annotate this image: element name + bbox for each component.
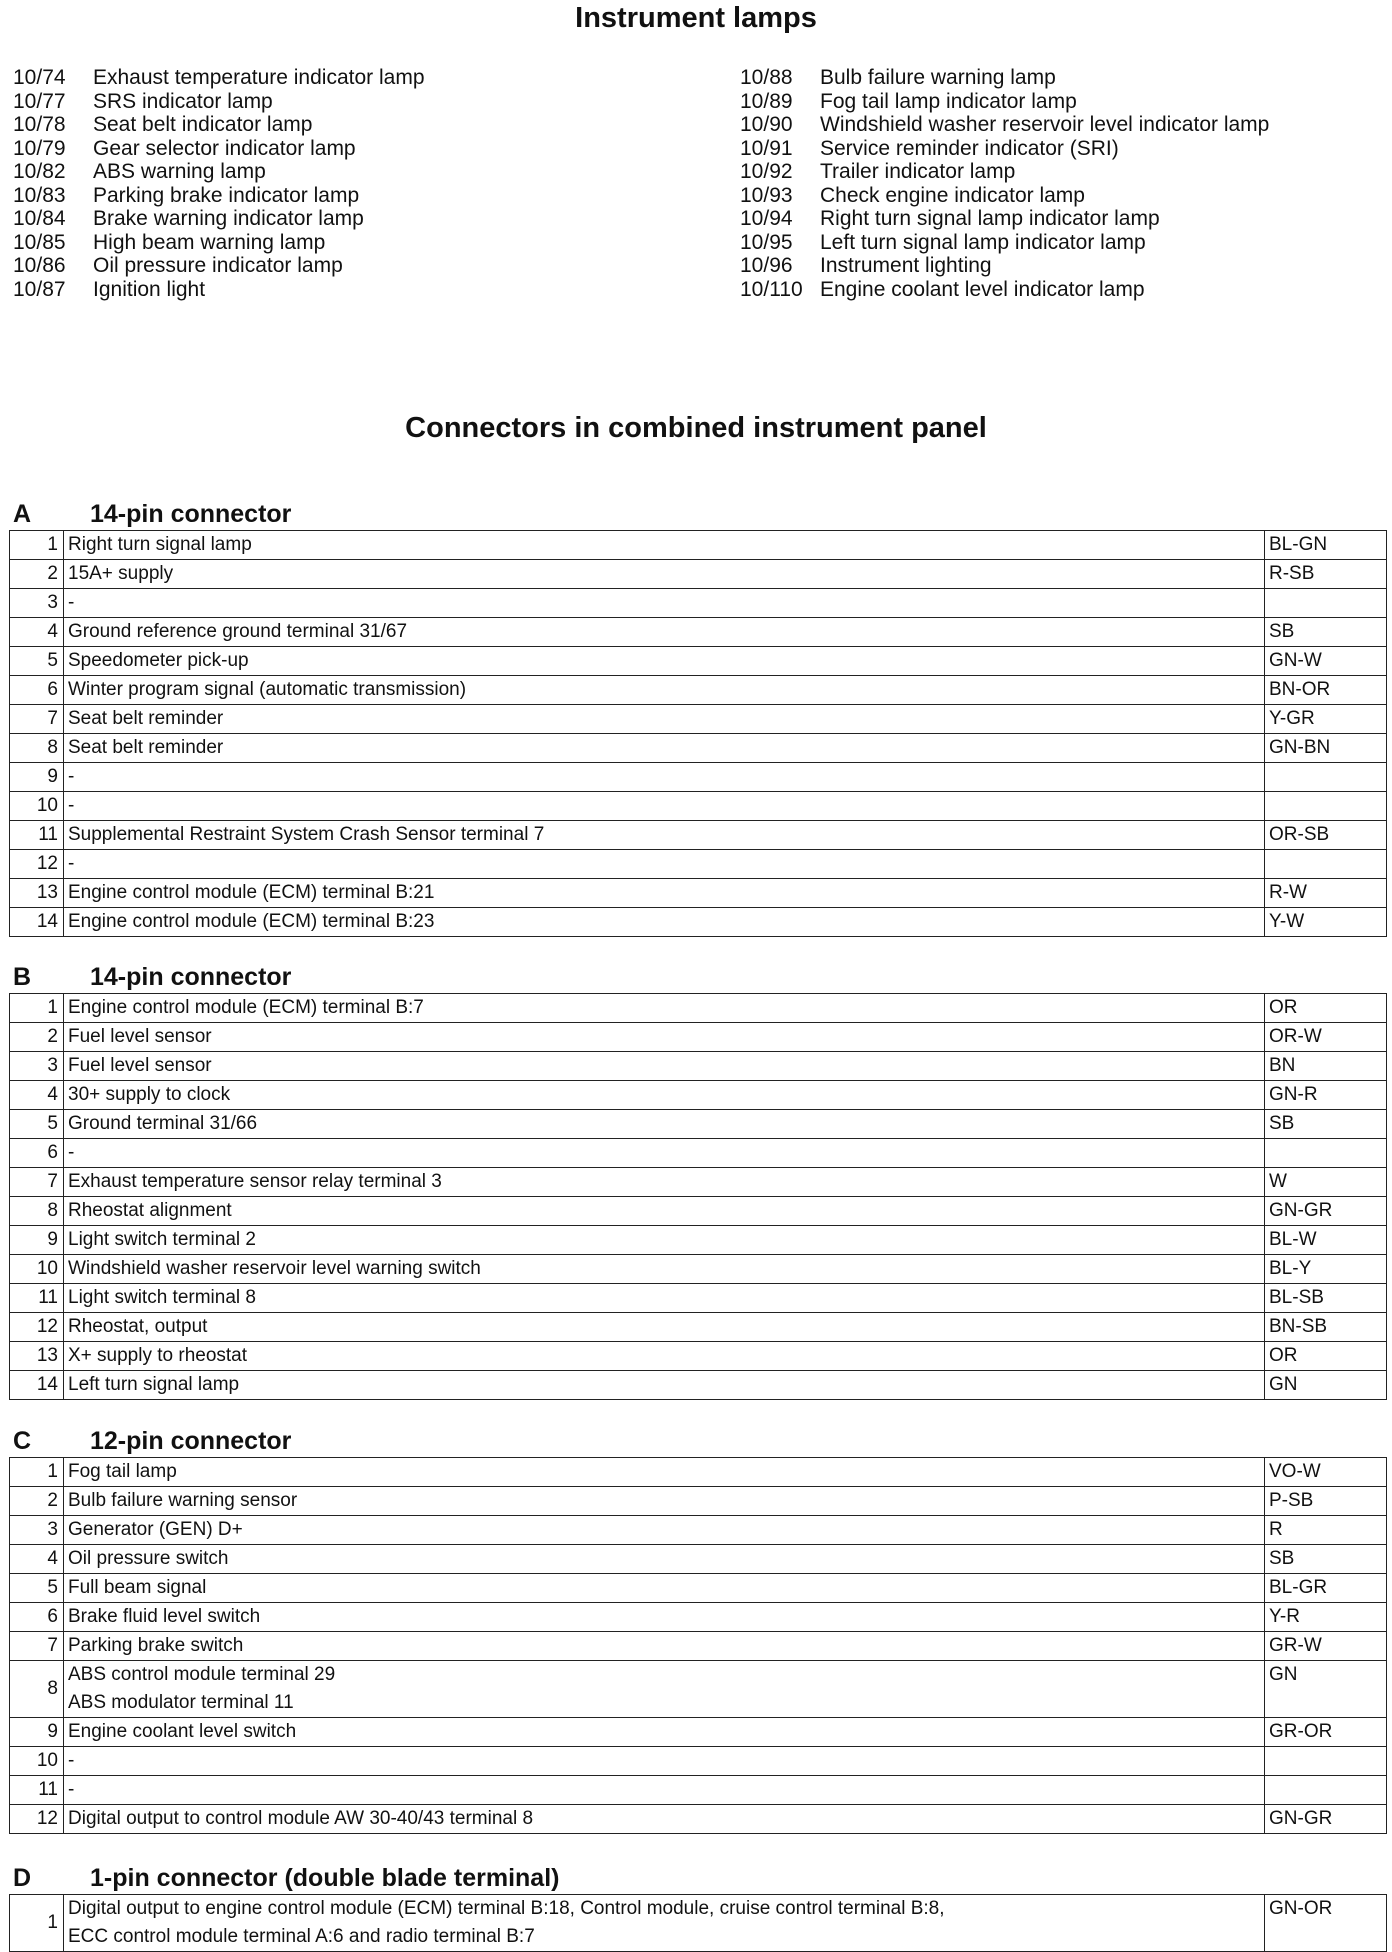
- table-row: [10, 676, 1387, 705]
- pin-number: 1: [10, 994, 64, 1023]
- pin-description: [64, 1632, 1265, 1661]
- table-row: [10, 1805, 1387, 1834]
- lamp-code: 10/79: [13, 136, 66, 160]
- pin-description: [64, 1776, 1265, 1805]
- pin-number: 11: [10, 1284, 64, 1313]
- description-line: ABS control module terminal 29: [68, 1664, 336, 1685]
- table-row: [10, 850, 1387, 879]
- lamp-name: Fog tail lamp indicator lamp: [820, 89, 1077, 113]
- wire-color: SB: [1265, 618, 1387, 647]
- connector-name: 14-pin connector: [90, 500, 292, 528]
- lamp-code: 10/110: [740, 277, 803, 301]
- pin-number: 13: [10, 879, 64, 908]
- table-row: [10, 1139, 1387, 1168]
- pin-number: 13: [10, 1342, 64, 1371]
- connector-section-d: [9, 1864, 1387, 1952]
- pin-table: [9, 530, 1387, 937]
- lamp-code: 10/95: [740, 230, 793, 254]
- description-line: ECC control module terminal A:6 and radio terminal B:7: [68, 1926, 535, 1947]
- pin-description: [64, 1110, 1265, 1139]
- table-row: [10, 1313, 1387, 1342]
- lamp-name: Left turn signal lamp indicator lamp: [820, 230, 1146, 254]
- table-row: [10, 1052, 1387, 1081]
- connector-section-a: [9, 500, 1387, 937]
- wire-color: R-W: [1265, 879, 1387, 908]
- pin-description: [64, 618, 1265, 647]
- wire-color: SB: [1265, 1545, 1387, 1574]
- pin-description: [64, 763, 1265, 792]
- pin-number: 1: [10, 531, 64, 560]
- pin-number: 10: [10, 1747, 64, 1776]
- pin-description: [64, 1255, 1265, 1284]
- pin-number: 3: [10, 1052, 64, 1081]
- pin-description: [64, 1197, 1265, 1226]
- lamp-name: Bulb failure warning lamp: [820, 66, 1056, 89]
- lamp-name: Windshield washer reservoir level indicator lamp: [820, 113, 1270, 136]
- description-line: Fuel level sensor: [68, 1055, 212, 1076]
- connector-name: 12-pin connector: [90, 1427, 292, 1455]
- pin-number: 10: [10, 1255, 64, 1284]
- description-line: Engine coolant level switch: [68, 1721, 297, 1742]
- lamp-item: [13, 66, 425, 90]
- pin-number: 2: [10, 560, 64, 589]
- table-row: [10, 1545, 1387, 1574]
- pin-number: 4: [10, 1545, 64, 1574]
- description-line: -: [68, 1779, 75, 1800]
- pin-description: [64, 1718, 1265, 1747]
- wire-color: R-SB: [1265, 560, 1387, 589]
- description-line: Bulb failure warning sensor: [68, 1490, 298, 1511]
- lamp-code: 10/91: [740, 136, 793, 160]
- description-line: Windshield washer reservoir level warning switch: [68, 1258, 481, 1279]
- pin-number: 2: [10, 1487, 64, 1516]
- pin-description: [64, 1168, 1265, 1197]
- table-row: [10, 1342, 1387, 1371]
- wire-color: SB: [1265, 1110, 1387, 1139]
- lamp-code: 10/74: [13, 66, 66, 89]
- description-line: Rheostat alignment: [68, 1200, 232, 1221]
- lamp-code: 10/78: [13, 113, 66, 136]
- pin-number: 11: [10, 821, 64, 850]
- pin-table: [9, 993, 1387, 1400]
- pin-number: 2: [10, 1023, 64, 1052]
- table-row: [10, 589, 1387, 618]
- lamp-code: 10/96: [740, 254, 793, 277]
- lamp-name: Ignition light: [93, 277, 206, 301]
- wire-color: GR-W: [1265, 1632, 1387, 1661]
- pin-number: 3: [10, 589, 64, 618]
- pin-table: [9, 1457, 1387, 1834]
- pin-description: [64, 1342, 1265, 1371]
- lamp-item: [740, 184, 1269, 208]
- pin-description: [64, 560, 1265, 589]
- wire-color: GN-W: [1265, 647, 1387, 676]
- table-row: [10, 1255, 1387, 1284]
- description-line: Full beam signal: [68, 1577, 207, 1598]
- table-row: [10, 792, 1387, 821]
- pin-number: 8: [10, 1661, 64, 1718]
- connector-section-c: [9, 1427, 1387, 1834]
- lamp-item: [13, 278, 425, 302]
- lamp-item: [740, 90, 1269, 114]
- description-line: Oil pressure switch: [68, 1548, 229, 1569]
- wire-color: R: [1265, 1516, 1387, 1545]
- description-line: Right turn signal lamp: [68, 534, 252, 555]
- wire-color: [1265, 1139, 1387, 1168]
- description-line: Brake fluid level switch: [68, 1606, 261, 1627]
- table-row: [10, 705, 1387, 734]
- description-line: X+ supply to rheostat: [68, 1345, 248, 1366]
- wire-color: OR-SB: [1265, 821, 1387, 850]
- description-line: Seat belt reminder: [68, 737, 224, 758]
- description-line: Parking brake switch: [68, 1635, 244, 1656]
- table-row: [10, 1168, 1387, 1197]
- lamp-code: 10/77: [13, 89, 66, 113]
- description-line: Left turn signal lamp: [68, 1374, 240, 1395]
- pin-number: 9: [10, 1226, 64, 1255]
- lamp-name: Instrument lighting: [820, 254, 992, 277]
- pin-number: 12: [10, 1313, 64, 1342]
- lamp-name: Oil pressure indicator lamp: [93, 254, 343, 277]
- connector-header: [9, 1864, 1387, 1894]
- wire-color: W: [1265, 1168, 1387, 1197]
- lamp-code: 10/82: [13, 160, 66, 183]
- lamp-code: 10/93: [740, 183, 793, 207]
- pin-number: 6: [10, 676, 64, 705]
- table-row: [10, 618, 1387, 647]
- connector-letter: C: [13, 1427, 32, 1455]
- pin-description: [64, 994, 1265, 1023]
- description-line: Light switch terminal 2: [68, 1229, 256, 1250]
- table-row: [10, 734, 1387, 763]
- lamp-list-left: [13, 66, 425, 301]
- table-row: [10, 994, 1387, 1023]
- lamp-name: Seat belt indicator lamp: [93, 113, 313, 136]
- description-line: Ground reference ground terminal 31/67: [68, 621, 408, 642]
- table-row: [10, 1284, 1387, 1313]
- pin-description: [64, 1805, 1265, 1834]
- pin-description: [64, 1661, 1265, 1718]
- description-line: Rheostat, output: [68, 1316, 208, 1337]
- pin-description: [64, 1284, 1265, 1313]
- description-line: Engine control module (ECM) terminal B:7: [68, 997, 424, 1018]
- lamp-name: Trailer indicator lamp: [820, 160, 1016, 183]
- description-line: Exhaust temperature sensor relay terminal 3: [68, 1171, 442, 1192]
- pin-description: [64, 1458, 1265, 1487]
- connector-letter: D: [13, 1864, 32, 1892]
- table-row: [10, 763, 1387, 792]
- wire-color: GN-GR: [1265, 1197, 1387, 1226]
- table-row: [10, 1487, 1387, 1516]
- lamp-name: Exhaust temperature indicator lamp: [93, 66, 425, 89]
- pin-description: [64, 1574, 1265, 1603]
- pin-number: 8: [10, 734, 64, 763]
- wire-color: GR-OR: [1265, 1718, 1387, 1747]
- connector-section-b: [9, 963, 1387, 1400]
- lamp-name: Right turn signal lamp indicator lamp: [820, 207, 1160, 230]
- wire-color: BN-SB: [1265, 1313, 1387, 1342]
- wire-color: BL-GR: [1265, 1574, 1387, 1603]
- pin-number: 10: [10, 792, 64, 821]
- wire-color: [1265, 792, 1387, 821]
- pin-description: [64, 1313, 1265, 1342]
- connector-header: [9, 500, 1387, 530]
- description-line: Speedometer pick-up: [68, 650, 249, 671]
- pin-number: 5: [10, 1110, 64, 1139]
- table-row: [10, 1226, 1387, 1255]
- pin-description: [64, 1081, 1265, 1110]
- pin-description: [64, 908, 1265, 937]
- lamp-item: [13, 113, 425, 137]
- wire-color: Y-R: [1265, 1603, 1387, 1632]
- connector-name: 14-pin connector: [90, 963, 292, 991]
- lamp-item: [740, 113, 1269, 137]
- lamp-name: Brake warning indicator lamp: [93, 207, 364, 230]
- pin-number: 1: [10, 1458, 64, 1487]
- wire-color: [1265, 1747, 1387, 1776]
- table-row: [10, 1516, 1387, 1545]
- wire-color: OR: [1265, 1342, 1387, 1371]
- lamp-name: High beam warning lamp: [93, 230, 326, 254]
- wire-color: GN-OR: [1265, 1895, 1387, 1952]
- wire-color: OR-W: [1265, 1023, 1387, 1052]
- table-row: [10, 1197, 1387, 1226]
- pin-description: [64, 1371, 1265, 1400]
- description-line: Fuel level sensor: [68, 1026, 212, 1047]
- pin-number: 12: [10, 850, 64, 879]
- pin-description: [64, 589, 1265, 618]
- table-row: [10, 1661, 1387, 1718]
- pin-number: 8: [10, 1197, 64, 1226]
- wire-color: [1265, 589, 1387, 618]
- description-line: Fog tail lamp: [68, 1461, 177, 1482]
- pin-description: [64, 1603, 1265, 1632]
- table-row: [10, 1776, 1387, 1805]
- pin-description: [64, 705, 1265, 734]
- wire-color: GN: [1265, 1371, 1387, 1400]
- lamp-list-right: [740, 66, 1269, 301]
- lamp-code: 10/83: [13, 183, 66, 207]
- lamp-item: [740, 278, 1269, 302]
- pin-number: 5: [10, 1574, 64, 1603]
- connector-name: 1-pin connector (double blade terminal): [90, 1864, 560, 1892]
- pin-number: 7: [10, 1632, 64, 1661]
- pin-number: 6: [10, 1139, 64, 1168]
- description-line: -: [68, 1142, 75, 1163]
- pin-description: [64, 1487, 1265, 1516]
- table-row: [10, 1632, 1387, 1661]
- lamp-item: [13, 254, 425, 278]
- description-line: Light switch terminal 8: [68, 1287, 256, 1308]
- description-line: -: [68, 592, 75, 613]
- lamp-item: [740, 137, 1269, 161]
- description-line: Winter program signal (automatic transmission): [68, 679, 467, 700]
- lamp-item: [740, 160, 1269, 184]
- lamp-name: Engine coolant level indicator lamp: [820, 277, 1145, 301]
- lamp-name: Parking brake indicator lamp: [93, 183, 360, 207]
- pin-description: [64, 531, 1265, 560]
- lamp-item: [13, 137, 425, 161]
- lamp-name: Check engine indicator lamp: [820, 183, 1085, 207]
- pin-number: 6: [10, 1603, 64, 1632]
- wire-color: BL-GN: [1265, 531, 1387, 560]
- pin-number: 9: [10, 1718, 64, 1747]
- pin-description: [64, 1747, 1265, 1776]
- pin-description: [64, 821, 1265, 850]
- lamp-code: 10/92: [740, 160, 793, 183]
- table-row: [10, 1458, 1387, 1487]
- pin-description: [64, 1545, 1265, 1574]
- lamp-code: 10/94: [740, 207, 793, 230]
- description-line: Digital output to control module AW 30-40/43 terminal 8: [68, 1808, 534, 1829]
- pin-number: 11: [10, 1776, 64, 1805]
- wire-color: BL-Y: [1265, 1255, 1387, 1284]
- lamp-code: 10/86: [13, 254, 66, 277]
- pin-description: [64, 1023, 1265, 1052]
- lamp-code: 10/85: [13, 230, 66, 254]
- wire-color: OR: [1265, 994, 1387, 1023]
- table-row: [10, 531, 1387, 560]
- wire-color: GN: [1265, 1661, 1387, 1718]
- connectors-title: Connectors in combined instrument panel: [405, 412, 987, 444]
- description-line: 15A+ supply: [68, 563, 174, 584]
- wire-color: [1265, 763, 1387, 792]
- wire-color: BL-W: [1265, 1226, 1387, 1255]
- pin-description: [64, 850, 1265, 879]
- table-row: [10, 1718, 1387, 1747]
- lamp-name: Service reminder indicator (SRI): [820, 136, 1119, 160]
- description-line: 30+ supply to clock: [68, 1084, 231, 1105]
- lamp-item: [740, 231, 1269, 255]
- pin-number: 1: [10, 1895, 64, 1952]
- table-row: [10, 821, 1387, 850]
- pin-description: [64, 1226, 1265, 1255]
- lamp-item: [740, 207, 1269, 231]
- lamp-item: [740, 254, 1269, 278]
- pin-description: [64, 734, 1265, 763]
- connector-letter: A: [13, 500, 32, 528]
- lamp-code: 10/84: [13, 207, 66, 230]
- description-line: -: [68, 795, 75, 816]
- pin-number: 14: [10, 908, 64, 937]
- lamp-code: 10/89: [740, 89, 793, 113]
- table-row: [10, 1574, 1387, 1603]
- wire-color: P-SB: [1265, 1487, 1387, 1516]
- wire-color: Y-W: [1265, 908, 1387, 937]
- connector-letter: B: [13, 963, 32, 991]
- lamp-item: [13, 184, 425, 208]
- description-line: -: [68, 853, 75, 874]
- wire-color: [1265, 850, 1387, 879]
- table-row: [10, 1371, 1387, 1400]
- connector-header: [9, 1427, 1387, 1457]
- lamp-item: [740, 66, 1269, 90]
- pin-number: 9: [10, 763, 64, 792]
- pin-description: [64, 1052, 1265, 1081]
- wire-color: GN-GR: [1265, 1805, 1387, 1834]
- pin-description: [64, 1516, 1265, 1545]
- table-row: [10, 1895, 1387, 1952]
- pin-description: [64, 879, 1265, 908]
- description-line: Digital output to engine control module (ECM) terminal B:18, Control module, cruise control terminal B:8,: [68, 1898, 945, 1919]
- lamp-item: [13, 231, 425, 255]
- lamp-name: ABS warning lamp: [93, 160, 266, 183]
- description-line: -: [68, 766, 75, 787]
- lamp-item: [13, 207, 425, 231]
- table-row: [10, 1023, 1387, 1052]
- pin-number: 12: [10, 1805, 64, 1834]
- table-row: [10, 1603, 1387, 1632]
- lamp-code: 10/87: [13, 277, 66, 301]
- lamp-name: SRS indicator lamp: [93, 89, 273, 113]
- lamp-code: 10/90: [740, 113, 793, 136]
- wire-color: GN-BN: [1265, 734, 1387, 763]
- wire-color: VO-W: [1265, 1458, 1387, 1487]
- wire-color: BN-OR: [1265, 676, 1387, 705]
- table-row: [10, 1747, 1387, 1776]
- wire-color: [1265, 1776, 1387, 1805]
- pin-table: [9, 1894, 1387, 1952]
- lamp-item: [13, 160, 425, 184]
- lamp-name: Gear selector indicator lamp: [93, 136, 356, 160]
- instrument-lamps-title: Instrument lamps: [575, 2, 817, 34]
- table-row: [10, 560, 1387, 589]
- pin-description: [64, 792, 1265, 821]
- pin-number: 7: [10, 705, 64, 734]
- table-row: [10, 647, 1387, 676]
- pin-number: 7: [10, 1168, 64, 1197]
- description-line: Supplemental Restraint System Crash Sensor terminal 7: [68, 824, 545, 845]
- pin-number: 4: [10, 618, 64, 647]
- pin-number: 5: [10, 647, 64, 676]
- pin-description: [64, 1895, 1265, 1952]
- table-row: [10, 1081, 1387, 1110]
- lamp-item: [13, 90, 425, 114]
- connector-header: [9, 963, 1387, 993]
- table-row: [10, 879, 1387, 908]
- description-line: ABS modulator terminal 11: [68, 1692, 294, 1713]
- wire-color: GN-R: [1265, 1081, 1387, 1110]
- pin-number: 3: [10, 1516, 64, 1545]
- description-line: Engine control module (ECM) terminal B:21: [68, 882, 435, 903]
- description-line: Seat belt reminder: [68, 708, 224, 729]
- description-line: Ground terminal 31/66: [68, 1113, 258, 1134]
- table-row: [10, 1110, 1387, 1139]
- pin-number: 4: [10, 1081, 64, 1110]
- description-line: Generator (GEN) D+: [68, 1519, 243, 1540]
- table-row: [10, 908, 1387, 937]
- description-line: -: [68, 1750, 75, 1771]
- pin-description: [64, 676, 1265, 705]
- pin-description: [64, 647, 1265, 676]
- description-line: Engine control module (ECM) terminal B:23: [68, 911, 435, 932]
- pin-description: [64, 1139, 1265, 1168]
- wire-color: BN: [1265, 1052, 1387, 1081]
- wire-color: BL-SB: [1265, 1284, 1387, 1313]
- lamp-code: 10/88: [740, 66, 793, 89]
- wire-color: Y-GR: [1265, 705, 1387, 734]
- pin-number: 14: [10, 1371, 64, 1400]
